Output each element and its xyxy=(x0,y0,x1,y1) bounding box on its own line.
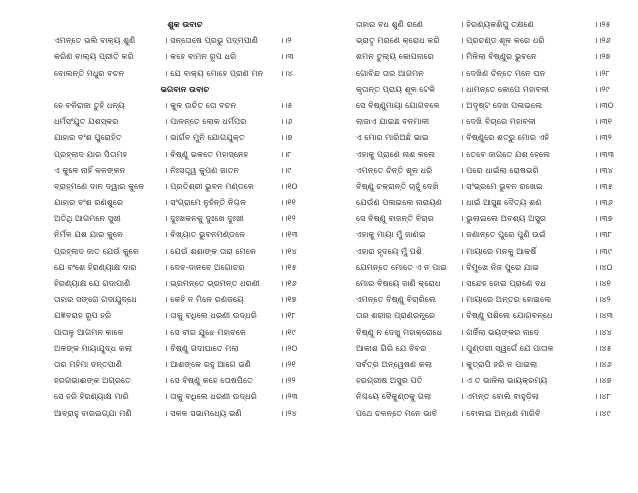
verse-line xyxy=(54,65,316,81)
verse-first-half: ହିରଣ୍ୟାକ୍ଷ ଯେ ଗଦାପାଣି xyxy=(54,278,131,288)
verse-first-half: ଯାହାର ବଂଶ ପୁରୋହିତ xyxy=(54,132,122,143)
verse-second-half: । ଆଶଙ୍କେ ରହୁ ଆଗେ ଭଣି xyxy=(164,358,251,369)
verse-second-half: । ପ୍ରଚଣ୍ଡ ଶୂଳ କରେ ଧରି xyxy=(460,35,545,46)
verse-number: ।।୧୧ xyxy=(280,197,296,208)
verse-number: ।।୨୮ xyxy=(594,67,610,78)
verse-first-half: ଯେ ବଂଶେ ହିରଣ୍ୟାକ୍ଷ ଦାର xyxy=(54,261,137,272)
verse-number: ।।୨୦ xyxy=(280,342,298,353)
verse-number: ।।୩୭ xyxy=(594,213,613,224)
verse-second-half: । ପାଳନ୍ତେ ଲୋକ ଧର୍ମପର xyxy=(164,116,247,127)
verse-first-half: ଅଳଙ୍କ ମାୟାଯୁଦ୍ଧ କଲା xyxy=(54,342,133,353)
verse-line xyxy=(54,275,316,291)
verse-number: ।।୨ xyxy=(280,35,292,46)
verse-second-half: । ବୋଲଇ ଅନ୍ଧଣ ମାରିବି xyxy=(460,407,541,418)
verse-first-half: ଅତିଥି ଆଗମନେ ସୁଖୀ xyxy=(54,213,121,224)
verse-number: ।।୨୫ xyxy=(594,19,611,29)
verse-line xyxy=(356,259,624,275)
verse-first-half: ଲାଜାଏ ଯାଇଛ ବନମାଳୀ xyxy=(356,116,430,127)
verse-line xyxy=(356,307,624,323)
verse-first-half: ପଥେ ଚଳନ୍ତେ ମନେ ଭାବି xyxy=(356,407,438,418)
verse-line xyxy=(356,81,624,97)
verse-first-half: ବିଷ୍ଣୁ ନ ଦେଖୁ ମହାକ୍ରୋଧେ xyxy=(356,326,443,337)
verse-line xyxy=(54,32,316,48)
verse-second-half: । ଭୁଲାଇଲେ ଅବଶ୍ୟ ଅସୁର xyxy=(460,213,547,224)
verse-first-half: ଏହାକୁ ମାୟା ମୁଁ ଜାଣଇ xyxy=(356,229,426,240)
verse-line xyxy=(356,113,624,129)
verse-line xyxy=(356,388,624,404)
verse-line xyxy=(356,210,624,226)
verse-line xyxy=(54,162,316,178)
verse-line xyxy=(356,65,624,81)
verse-first-half: ଏମନ୍ତେ ବିଷ୍ଣୁ ବିଚାରିଲେ xyxy=(356,294,437,305)
verse-first-half: କରିଣ ବାଲ୍ୟ ପ୍ରୀତି କରି xyxy=(54,51,134,62)
verse-second-half: । ତେବେ ଜାଗତେ ଯଶ ହେଲେ xyxy=(460,148,551,159)
verse-second-half: । ବିମୁଖେ ନିଜ ପୁରେ ଯାଇ xyxy=(460,261,540,272)
verse-second-half: । ଜଣାନ୍ତେ ପୁରେ ପୁଣି ଉଇଁ xyxy=(460,229,546,240)
verse-first-half: ତାର ମହିମା ଦନ୍ତପାଣି xyxy=(54,358,123,369)
verse-first-half: ଯେଉଁଣ ପଳାଇଲେ ନାରାୟଣ xyxy=(356,197,443,208)
verse-line xyxy=(54,340,316,356)
verse-number: ।।୪ xyxy=(280,67,293,78)
verse-first-half: ଭ୍ରାତୃ ମରଣେ କ୍ରୋଧ କରି xyxy=(356,35,440,46)
verse-number: ।।୮ xyxy=(280,148,292,159)
verse-number: ।।୪୭ xyxy=(594,375,612,386)
verse-line xyxy=(54,259,316,275)
verse-first-half: ପ୍ରହ୍ଲାଦ ଜାତ ଯେଉଁ କୁଳେ xyxy=(54,245,139,256)
verse-line xyxy=(54,372,316,388)
verse-number: ।।୨୯ xyxy=(594,83,610,94)
verse-second-half: । ସନ୍ଦେହ ହୋଇ ପ୍ରାଣେ ବଧ xyxy=(460,278,547,288)
verse-number: ।।୨୨ xyxy=(280,375,296,386)
verse-first-half: ସର୍ବତ୍ର ଅନ୍ୱେଷଣ କଲା xyxy=(356,358,433,369)
verse-second-half: । ପ୍ରତିଶ୍ରୀ ଭୁବନ ମଣ୍ଡଳେ xyxy=(164,180,254,191)
left-column xyxy=(54,16,316,421)
verse-second-half: । ମାୟାରେ ଅନ୍ତର ହୋଇଲେ xyxy=(460,294,552,305)
verse-first-half: ମୋର ବିଷୟେ ଜାଣି କ୍ରୋଧ xyxy=(356,278,441,288)
verse-number: ।।୩୧ xyxy=(594,116,613,127)
verse-line xyxy=(356,226,624,242)
section-heading: ଶୁକ ଉବାଚ xyxy=(167,19,203,29)
verse-line xyxy=(356,48,624,64)
verse-number: ।।୧୮ xyxy=(280,310,296,321)
verse-number: ।।୧୫ xyxy=(280,261,297,272)
verse-second-half: । ଦେବ-ଦାନବେ ଅଗୋଚର xyxy=(164,261,245,272)
verse-line xyxy=(54,113,316,129)
verse-line xyxy=(54,291,316,307)
section-heading: ଭଗବାନ ଉବାଚ xyxy=(160,83,210,94)
verse-first-half: ଏହାକୁ ପ୍ରାଣେ ନାଶ କଲେ xyxy=(356,148,436,159)
verse-number: ।।୧୪ xyxy=(280,245,297,256)
verse-first-half: ସେ ହରି ହିରଣ୍ୟାକ୍ଷ ମାରି xyxy=(54,391,129,402)
verse-second-half: । ବିଷ୍ଣୁ ଭକତେ ମହାସ୍ନେହ xyxy=(164,148,249,159)
verse-line xyxy=(54,194,316,210)
verse-number: ।।୪୪ xyxy=(594,326,612,337)
verse-second-half: । ସଂଗ୍ରାମେ ନୁହଁନ୍ତି ନିଶ୍ଚଳ xyxy=(164,197,247,208)
verse-line xyxy=(356,356,624,372)
verse-first-half: ତାହାର ବଧ ଶୁଣି ରଣେ xyxy=(356,19,424,29)
verse-second-half: । ଗର୍ଜିଲା ଭୟଙ୍କର ନାଦେ xyxy=(460,326,540,337)
verse-number: ।।୪୦ xyxy=(594,261,613,272)
verse-line xyxy=(356,178,624,194)
verse-first-half: ଏ ମୋର ମାରିଅଛି ଭାଇ xyxy=(356,132,429,143)
verse-number: ।।୪୯ xyxy=(594,407,611,418)
verse-first-half: ନିଶ୍ଚୟେ ବୈକୁଣ୍ଠକୁ ଗଲା xyxy=(356,391,432,402)
verse-first-half: ଆକାଶ ଗିରି ଯେ ବିବର xyxy=(356,342,427,353)
verse-second-half: । ହିରଣ୍ୟକଶିପୁ ତକ୍ଷଣେ xyxy=(460,19,534,29)
verse-second-half: । ଭ୍ରମନ୍ତେ ଭ୍ରମନ୍ତ ଧରଣୀ xyxy=(164,278,260,288)
verse-number: ।।୫ xyxy=(280,99,293,110)
verse-line xyxy=(54,48,316,64)
verse-number: ।।୧୯ xyxy=(280,326,296,337)
verse-second-half: । କହେ ବାମନ ରୂପ ଧରି xyxy=(164,51,237,62)
verse-number: ।।୩୬ xyxy=(594,197,613,208)
verse-first-half: ଏମନ୍ତେ ଚିନ୍ତି ଶୂଳ ଧରି xyxy=(356,164,433,175)
verse-line xyxy=(356,340,624,356)
verse-first-half: ବୋଲନ୍ତି ମଧୁର ବଚନ xyxy=(54,67,125,78)
verse-first-half: ଯାହାର ବଂଶ ରଣଶୁରେ xyxy=(54,197,124,208)
verse-second-half: । ସକଳ ସଭାମଧ୍ୟେ ଭଣି xyxy=(164,407,242,418)
verse-second-half: । ଯେଉଁ ଶଶାଙ୍କ ତାରା ମେଳେ xyxy=(164,245,256,256)
verse-first-half: ଯେମନ୍ତେ ମୋତେ ଏ ନ ପାଇ xyxy=(356,261,448,272)
verse-second-half: । ବିଖ୍ୟାତ ଭୁବନମଣ୍ଡଳେ xyxy=(164,229,246,240)
verse-line xyxy=(54,97,316,113)
verse-second-half: । ତାକୁ ବଧିଲେ ଧରଣୀ ଉଦ୍ଧରି xyxy=(164,391,257,402)
verse-second-half: । ଧାଇଁ ଆସୁଛ ଦୈତ୍ୟ ଶଣ xyxy=(460,197,542,208)
verse-number: ।।୨୩ xyxy=(280,391,298,402)
verse-first-half: ବିଷ୍ଣୁ ଚକ୍ରାନ୍ତି ଚାହୁଁ ଦେଖି xyxy=(356,180,439,191)
verse-line xyxy=(54,146,316,162)
verse-second-half: । ଏ ତ ଭାଳିଲା ଭାୟକ୍ରମ୍ୟ xyxy=(460,375,548,386)
verse-number: ।।୧୭ xyxy=(280,294,297,305)
verse-first-half: ସେ ବିଷ୍ଣୁ ବାଜନ୍ତି ବିଚାର xyxy=(356,213,434,224)
verse-number: ।।୩୮ xyxy=(594,229,613,240)
verse-line xyxy=(356,243,624,259)
verse-first-half: ସେ ବିଷ୍ଣୁମାୟା ଯୋଗବଳେ xyxy=(356,99,440,110)
verse-first-half: ତାହାର ସଙ୍ଗେ ଗଦାଯୁଦ୍ଧେ xyxy=(54,294,137,305)
verse-first-half: ଏହାର ହୃଦୟେ ମୁଁ ପଶି xyxy=(356,245,423,256)
verse-number: ।।୪୫ xyxy=(594,342,612,353)
verse-second-half: । ସଂଭ୍ରମେ ଭୁବନ ରଖେଇ xyxy=(460,180,543,191)
verse-number: ।।୪୨ xyxy=(594,294,611,305)
verse-second-half: । ଭାର୍ଗବ ମୁନି ଯୋଗଯୁକ୍ତ xyxy=(164,132,245,143)
verse-second-half: । ବିଷ୍ଣୁରେ ଶତ୍ରୁ ମୋର ଏହି xyxy=(460,132,550,143)
verse-second-half: । କେହି ନ ମିଳେ ରଣଜୟେ xyxy=(164,294,244,305)
verse-second-half: । କୁତ୍ରାପି ହରି ନ ପାଇଲା xyxy=(460,358,538,369)
verse-second-half: । ଅଦୃଷ୍ଟ ଦେଖ ପଳାଇଲେ xyxy=(460,99,543,110)
verse-first-half: ଆବ୍ରାହୁ ବାରଇଗ୍ଯା ମଣି xyxy=(54,407,132,418)
verse-line xyxy=(356,32,624,48)
verse-line xyxy=(356,162,624,178)
verse-line xyxy=(54,226,316,242)
verse-second-half: । ପରେ ଧାଇଁଲା ରୋଷଭରି xyxy=(460,164,539,175)
verse-number: ।।୩୨ xyxy=(594,132,612,143)
verse-line xyxy=(356,372,624,388)
verse-line xyxy=(356,324,624,340)
verse-line xyxy=(356,275,624,291)
verse-line xyxy=(54,178,316,194)
verse-number: ।।୧୬ xyxy=(280,278,297,288)
verse-first-half: ଯଜ୍ଞବରାହ ରୂପ ହରି xyxy=(54,310,112,321)
verse-second-half: । ଦେଖି ବିଚାରେ ମହାବଳୀ xyxy=(460,116,536,127)
verse-first-half: ହରଗଭାଈଙ୍କ ଅଗ୍ରତେ xyxy=(54,375,131,386)
verse-second-half: । ସନ୍ତୋଷେ ପ୍ରଭୁ ପଦ୍ମପାଣି xyxy=(164,35,259,46)
verse-first-half: ବ୍ରାହ୍ମଣେ ଦାନ ଦ୍ୱାର କୁଳେ xyxy=(54,180,145,191)
verse-number: ।।୧୩ xyxy=(280,229,299,240)
verse-second-half: । ବିଷ୍ଣୁ ପଶିଲେ ଯୋଗବନ୍ଧେ xyxy=(460,310,553,321)
verse-first-half: ଧର୍ମସଂଯୁତ ଯଶସ୍କର xyxy=(54,116,119,127)
verse-line xyxy=(54,405,316,421)
verse-number: ।।୨୭ xyxy=(594,51,611,62)
verse-number: ।।୯ xyxy=(280,164,292,175)
verse-line xyxy=(356,146,624,162)
verse-line xyxy=(54,307,316,323)
verse-second-half: । ଦୁଃଖକନକୁ ଦୁଃଖେ ଦୁଃଖୀ xyxy=(164,213,244,224)
verse-second-half: । ବିଷ୍ଣୁ ଗଦାଘାତେ ମଲା xyxy=(164,342,239,353)
verse-first-half: ତାର ଶରୀର ପ୍ରାଣରନ୍ଧ୍ରେ xyxy=(356,310,436,321)
verse-number: ।।୨୧ xyxy=(280,358,296,369)
verse-second-half: । ନିଃସତ୍ତ୍ୱ କୁପଣ ଜାତନ xyxy=(164,164,240,175)
verse-first-half: ପାତାଳୁ ଆଗମନ କାଳେ xyxy=(54,326,124,337)
verse-number: ।।୪୬ xyxy=(594,358,612,369)
verse-number: ।।୬ xyxy=(280,116,293,127)
verse-number: ।।୩୫ xyxy=(594,180,613,191)
verse-second-half: । ସେ ବୀର ଯୁଝେ ମହାବଳେ xyxy=(164,326,246,337)
verse-line xyxy=(356,129,624,145)
verse-line xyxy=(356,194,624,210)
verse-second-half: । ପୁଣ୍ଡରୀ ସ୍ୱର୍ଗେ ଯେ ପାତାଳ xyxy=(460,342,554,353)
verse-second-half: । ତାକୁ ବଧିଲେ ଧରଣୀ ଉଦ୍ଧରି xyxy=(164,310,257,321)
verse-second-half: । ଏମନ୍ତ ବୋଲି ବାହୁଡ଼ିଲା xyxy=(460,391,540,402)
verse-number: ।।୩୦ xyxy=(594,99,614,110)
verse-number: ।।୧୨ xyxy=(280,213,296,224)
verse-first-half: ଏମନ୍ତେ ଭଲି ବାକ୍ୟ ଶୁଣି xyxy=(54,35,136,46)
verse-second-half: । ଯେ ବାକ୍ୟ ମୋହେ ପ୍ରାଣ ମନ xyxy=(164,67,264,78)
verse-first-half: ଏ କୁଳେ ନାହିଁ କଳଙ୍କନ xyxy=(54,164,126,175)
verse-second-half: । କୁଳ ଉଚିତ ତୋ ବଚନ xyxy=(164,99,237,110)
verse-line xyxy=(54,243,316,259)
verse-first-half: ହେ ବଳିରାଜା ତୁହି ଧନ୍ୟ xyxy=(54,99,125,110)
verse-number: ।।୩୪ xyxy=(594,164,614,175)
verse-line xyxy=(356,291,624,307)
verse-line xyxy=(54,210,316,226)
verse-first-half: କୃତାନ୍ତ ପ୍ରାୟ ଶୂଳ ଟେକି xyxy=(356,83,436,94)
verse-first-half: ଶମନ ତୁଲ୍ୟ କୋପନାରେ xyxy=(356,51,434,62)
verse-first-half: ନିର୍ମଳ ଯଶ ଯାର କୁଳେ xyxy=(54,229,123,240)
verse-line xyxy=(54,129,316,145)
verse-number: ।।୪୮ xyxy=(594,391,611,402)
verse-number: ।।୪୩ xyxy=(594,310,614,321)
verse-second-half: । ମିଳିଲା ବିଷ୍ଣୁର ଭୁବନେ xyxy=(460,51,537,62)
verse-group xyxy=(54,32,316,81)
verse-line xyxy=(356,97,624,113)
verse-group xyxy=(356,16,624,421)
verse-line xyxy=(356,16,624,32)
verse-line xyxy=(356,405,624,421)
verse-line xyxy=(54,324,316,340)
verse-number: ।।୭ xyxy=(280,132,293,143)
verse-number: ।।୪୧ xyxy=(594,278,611,288)
verse-number: ।।୩୯ xyxy=(594,245,612,256)
verse-line xyxy=(54,388,316,404)
verse-first-half: ପ୍ରହ୍ଲାଦ ଯାର ପିତାମହ xyxy=(54,148,128,159)
verse-first-half: ଗୋବିନ୍ଦ ତାର ଆଗମନ xyxy=(356,67,424,78)
verse-number: ।।୩୩ xyxy=(594,148,615,159)
verse-second-half: । ଦେଖିଣ ଚିନ୍ତେ ମନେ ଘନ xyxy=(460,67,546,78)
verse-number: ।।୨୪ xyxy=(280,407,297,418)
verse-second-half: । ସେ ବିଷ୍ଣୁ କହେ ତୋଷପିତେ xyxy=(164,375,253,386)
verse-line xyxy=(54,356,316,372)
verse-number: ।।୩ xyxy=(280,51,294,62)
verse-second-half: । ମାୟାରେ ମନକୁ ଆକର୍ଷି xyxy=(460,245,537,256)
verse-number: ।।୧୦ xyxy=(280,180,298,191)
verse-group xyxy=(54,97,316,421)
right-column xyxy=(356,16,624,421)
verse-first-half: ହରଗ୍ରୀଷ ଅସୁର ପତି xyxy=(356,375,423,386)
verse-second-half: । ଧାମନ୍ତେ କୋପେ ମହାବଳୀ xyxy=(460,83,549,94)
verse-number: ।।୨୬ xyxy=(594,35,611,46)
